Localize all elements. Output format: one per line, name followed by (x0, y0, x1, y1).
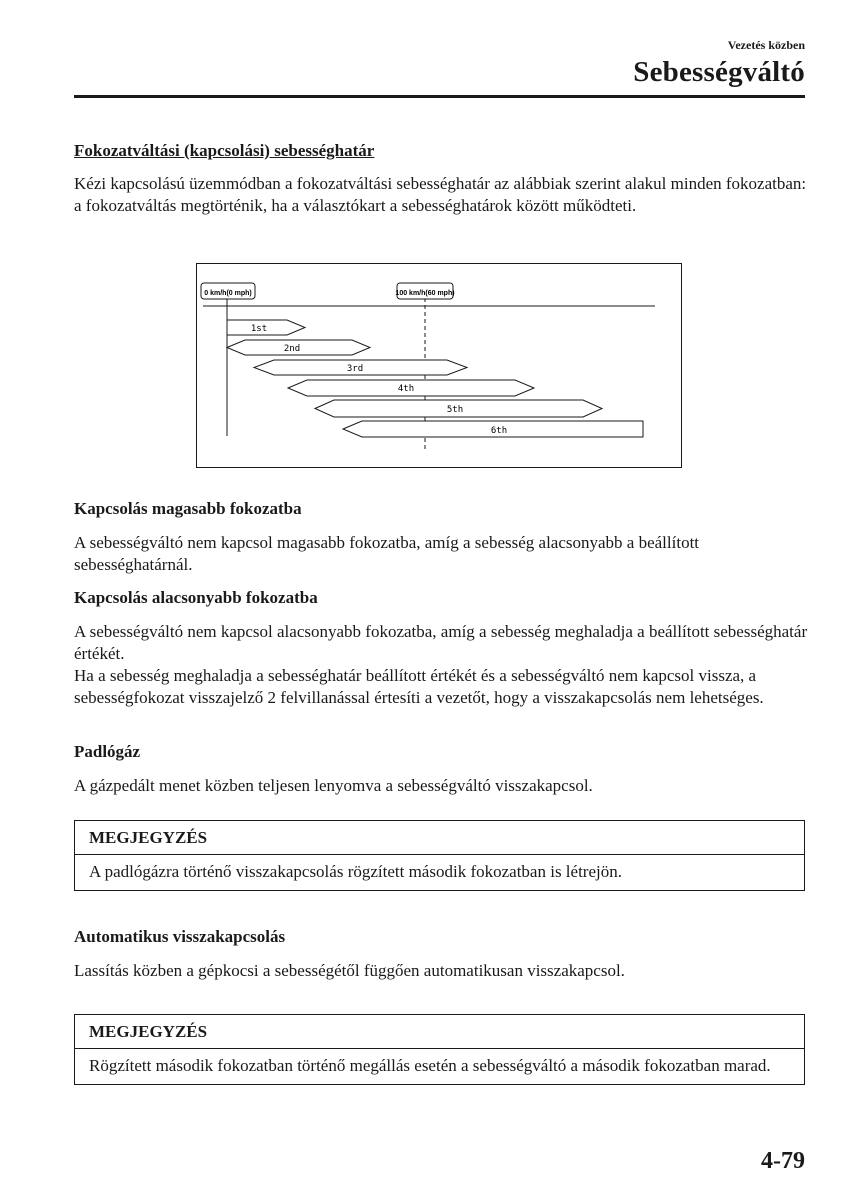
note-title: MEGJEGYZÉS (75, 821, 804, 855)
note-box-1 (74, 820, 805, 891)
svg-text:3rd: 3rd (346, 364, 364, 374)
gear-bar-1st (227, 320, 305, 335)
svg-text:100 km/h(60 mph): 100 km/h(60 mph) (395, 290, 455, 297)
downshift-heading: Kapcsolás alacsonyabb fokozatba (74, 588, 318, 607)
note-text: A padlógázra történő visszakapcsolás rögzített második fokozatban is létrejön. (89, 862, 622, 881)
svg-text:5th: 5th (446, 405, 464, 415)
svg-text:2nd: 2nd (283, 344, 301, 354)
svg-text:0 km/h(0 mph): 0 km/h(0 mph) (204, 290, 252, 297)
svg-text:6th: 6th (490, 426, 508, 436)
shift-speed-diagram-svg (197, 264, 680, 466)
shift-limit-heading: Fokozatváltási (kapcsolási) sebességhatár (74, 141, 375, 160)
gear-bar-3rd (254, 360, 467, 375)
auto-downshift-text: Lassítás közben a gépkocsi a sebességétől függően automatikusan visszakapcsol. (74, 961, 625, 980)
gear-bar-4th (288, 380, 534, 396)
upshift-text: A sebességváltó nem kapcsol magasabb fokozatba, amíg a sebesség alacsonyabb a beállított sebességhatárnál. (74, 533, 700, 574)
kickdown-heading: Padlógáz (74, 742, 141, 761)
gear-bar-2nd (227, 340, 370, 355)
shift-speed-diagram (196, 263, 682, 468)
header-divider (74, 95, 805, 98)
section-label: Vezetés közben (727, 38, 805, 52)
shift-limit-text: Kézi kapcsolású üzemmódban a fokozatváltási sebességhatár az alábbiak szerint alakul minden fokozatban: a fokozatváltás megtörténik, ha a választókart a sebességhatárok között működteti. (74, 174, 807, 215)
svg-text:4th: 4th (397, 384, 415, 394)
page-title: Sebességváltó (633, 56, 805, 88)
kickdown-text: A gázpedált menet közben teljesen lenyomva a sebességváltó visszakapcsol. (74, 776, 593, 795)
speed-label-100 (395, 283, 454, 299)
svg-text:1st: 1st (250, 324, 268, 334)
note-title: MEGJEGYZÉS (75, 1015, 804, 1049)
gear-bar-5th (315, 400, 602, 417)
gear-bar-6th (343, 421, 643, 437)
page-number: 4-79 (761, 1148, 805, 1174)
auto-downshift-heading: Automatikus visszakapcsolás (74, 927, 286, 946)
downshift-text-2: Ha a sebesség meghaladja a sebességhatár beállított értékét és a sebességváltó nem kapcsol vissza, a sebességfokozat visszajelző 2 felvillanással értesíti a vezetőt, hogy a visszakapcsolás nem lehetséges. (74, 666, 764, 707)
speed-label-0 (201, 283, 255, 299)
note-text: Rögzített második fokozatban történő megállás esetén a sebességváltó a második fokozatban marad. (89, 1056, 771, 1075)
downshift-text-1: A sebességváltó nem kapcsol alacsonyabb fokozatba, amíg a sebesség meghaladja a beállított sebességhatár értékét. (74, 622, 808, 663)
upshift-heading: Kapcsolás magasabb fokozatba (74, 499, 302, 518)
note-box-2 (74, 1014, 805, 1085)
